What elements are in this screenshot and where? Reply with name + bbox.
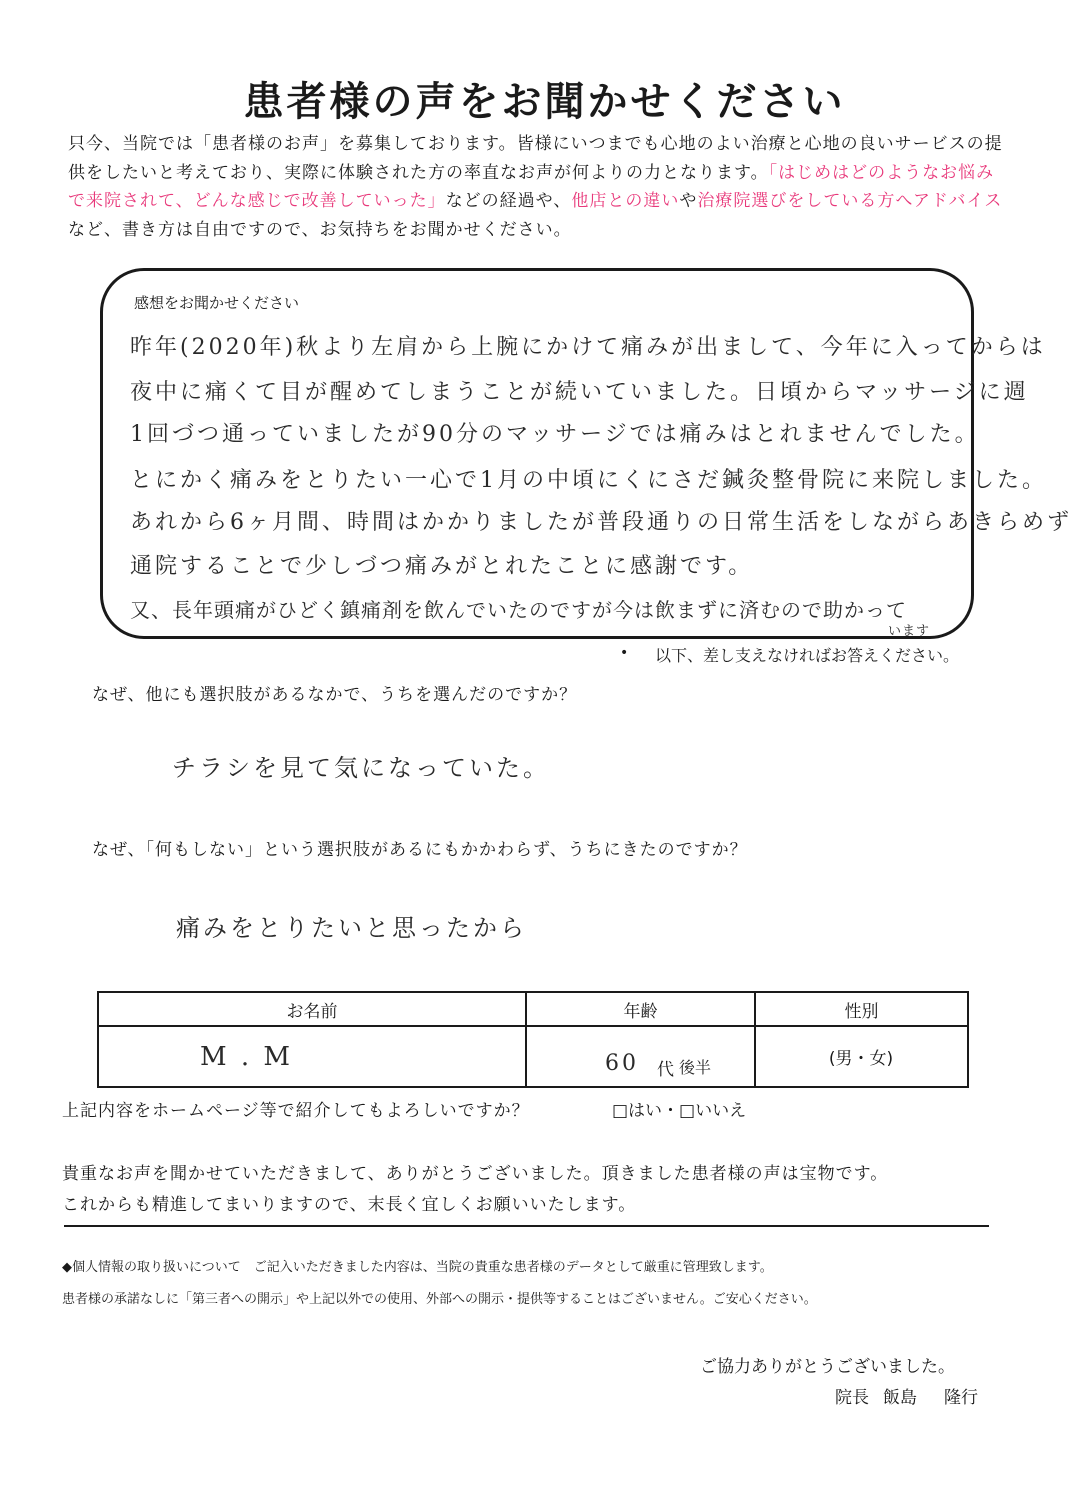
intro-text	[68, 130, 1003, 244]
header-gender: 性別	[755, 992, 968, 1026]
intro-part-2: などの経過や、	[445, 191, 572, 211]
optional-note: 以下、差し支えなければお答えください。	[655, 646, 960, 665]
info-table-value-row	[98, 1026, 968, 1087]
feedback-line: 又、長年頭痛がひどく鎮痛剤を飲んでいたのですが今は飲まずに済むので助かって	[130, 598, 907, 622]
director-role: 院長	[835, 1388, 869, 1408]
feedback-line: 夜中に痛くて目が醒めてしまうことが続いていました。日頃からマッサージに週	[130, 380, 1029, 405]
gender-value: (男・女)	[828, 1049, 894, 1069]
publish-options[interactable]: □はい・□いいえ	[612, 1101, 747, 1121]
publish-question: 上記内容をホームページ等で紹介してもよろしいですか？	[62, 1101, 530, 1121]
info-table-header-row	[98, 992, 968, 1026]
age-note: 後半	[679, 1058, 712, 1077]
feedback-line: とにかく痛みをとりたい一心で1月の中頃にくにさだ鍼灸整骨院に来院しました。	[130, 468, 1047, 493]
closing-thanks: ご協力ありがとうございました。	[700, 1357, 955, 1377]
divider	[64, 1225, 989, 1227]
director-given-name: 隆行	[944, 1388, 978, 1408]
feedback-line: あれから6ヶ月間、時間はかかりましたが普段通りの日常生活をしながらあきらめず	[130, 510, 1072, 535]
feedback-box	[100, 268, 974, 639]
question-1: なぜ、他にも選択肢があるなかで、うちを選んだのですか？	[92, 685, 578, 705]
intro-part-4: など、書き方は自由ですので、お気持ちをお聞かせください。	[68, 219, 572, 240]
name-value: M . M	[200, 1041, 294, 1072]
answer-2: 痛みをとりたいと思ったから	[176, 914, 527, 942]
header-age: 年齢	[526, 992, 755, 1026]
thanks-line: これからも精進してまいりますので、末長く宜しくお願いいたします。	[62, 1195, 637, 1215]
director-surname: 飯島	[883, 1388, 917, 1408]
thanks-line: 貴重なお声を聞かせていただきまして、ありがとうございました。頂きました患者様の声は宝物です。	[62, 1164, 889, 1184]
intro-highlight-3: 治療院選びをしている方へアドバイス	[697, 191, 1003, 211]
feedback-line: 通院することで少しづつ痛みがとれたことに感謝です。	[130, 554, 754, 579]
question-2: なぜ、「何もしない」という選択肢があるにもかかわらず、うちにきたのですか？	[92, 840, 748, 860]
feedback-line: 1回づつ通っていましたが90分のマッサージでは痛みはとれませんでした。	[130, 422, 980, 447]
intro-part-1: 只今、当院では「患者様のお声」を募集しております。皆様にいつまでも心地のよい治療と心地の良いサービスの提供をしたいと考えており、実際に体験された方の率直なお声が何よりの力となります。	[68, 134, 1003, 183]
bullet-mark: •	[620, 645, 629, 661]
info-table	[97, 991, 969, 1088]
privacy-line: ◆個人情報の取り扱いについて ご記入いただきました内容は、当院の貴重な患者様のデータとして厳重に管理致します。	[62, 1260, 773, 1275]
age-value: 60	[605, 1051, 639, 1076]
intro-highlight-2: 他店との違い	[571, 191, 680, 211]
intro-part-3: や	[679, 191, 698, 211]
intro-highlight-1: 「はじめはどのようなお悩みで来院されて、どんな感じで改善していった」	[68, 162, 995, 211]
name-cell	[98, 1026, 526, 1087]
age-unit: 代	[657, 1060, 674, 1080]
feedback-label: 感想をお聞かせください	[134, 294, 300, 312]
age-cell	[526, 1026, 755, 1087]
answer-1: チラシを見て気になっていた。	[172, 754, 550, 782]
gender-cell	[755, 1026, 968, 1087]
feedback-line: 昨年(2020年)秋より左肩から上腕にかけて痛みが出まして、今年に入ってからは	[130, 335, 1046, 360]
page-title: 患者様の声をお聞かせください	[243, 79, 846, 125]
feedback-line-tail: います	[888, 624, 931, 639]
privacy-line: 患者様の承諾なしに「第三者への開示」や上記以外での使用、外部への開示・提供等することはございません。ご安心ください。	[62, 1292, 817, 1307]
header-name: お名前	[98, 992, 526, 1026]
